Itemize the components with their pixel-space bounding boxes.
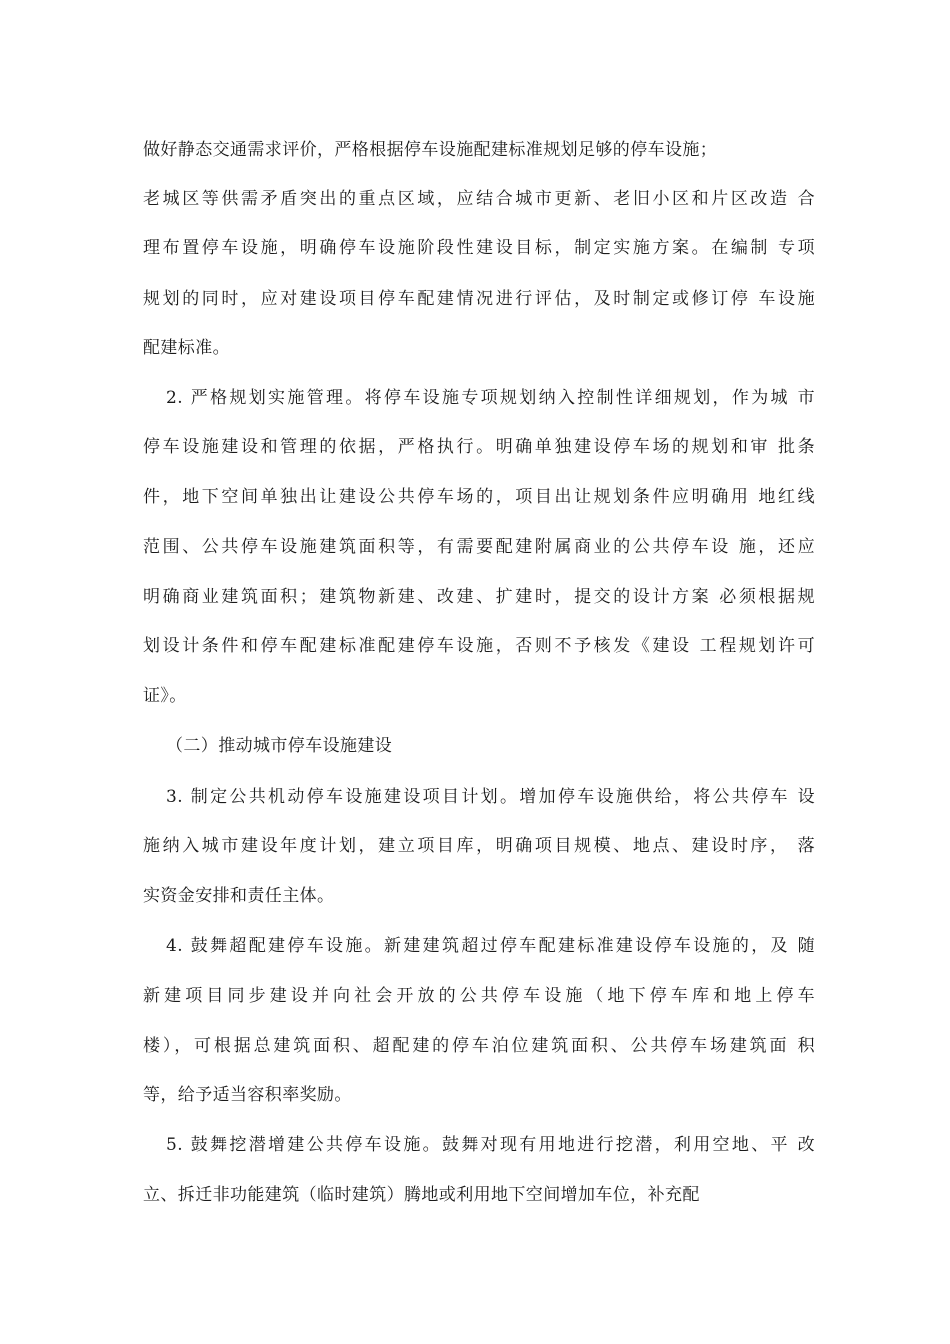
text-line: 施纳入城市建设年度计划，建立项目库，明确项目规模、地点、建设时序， 落 bbox=[143, 836, 815, 856]
text-line: 楼），可根据总建筑面积、超配建的停车泊位建筑面积、公共停车场建筑面 积 bbox=[143, 1036, 815, 1056]
text-line: 5. 鼓舞挖潜增建公共停车设施。鼓舞对现有用地进行挖潜，利用空地、平 改 bbox=[166, 1135, 815, 1155]
text-line: 立、拆迁非功能建筑（临时建筑）腾地或利用地下空间增加车位，补充配 bbox=[143, 1185, 700, 1205]
text-line: 范围、公共停车设施建筑面积等，有需要配建附属商业的公共停车设 施，还应 bbox=[143, 537, 815, 557]
text-line: 4. 鼓舞超配建停车设施。新建建筑超过停车配建标准建设停车设施的，及 随 bbox=[166, 936, 815, 956]
text-line: 2. 严格规划实施管理。将停车设施专项规划纳入控制性详细规划，作为城 市 bbox=[166, 388, 815, 408]
text-line: 配建标准。 bbox=[143, 338, 230, 358]
text-line: 等，给予适当容积率奖励。 bbox=[143, 1085, 352, 1105]
text-line: 明确商业建筑面积；建筑物新建、改建、扩建时，提交的设计方案 必须根据规 bbox=[143, 587, 815, 607]
text-line: 实资金安排和责任主体。 bbox=[143, 886, 335, 906]
text-line: 做好静态交通需求评价，严格根据停车设施配建标准规划足够的停车设施； bbox=[143, 140, 718, 160]
text-line: 件，地下空间单独出让建设公共停车场的，项目出让规划条件应明确用 地红线 bbox=[143, 487, 815, 507]
text-line: 证》。 bbox=[143, 686, 187, 706]
text-line: 停车设施建设和管理的依据，严格执行。明确单独建设停车场的规划和审 批条 bbox=[143, 437, 815, 457]
text-line: 规划的同时，应对建设项目停车配建情况进行评估，及时制定或修订停 车设施 bbox=[143, 289, 815, 309]
section-heading: （二）推动城市停车设施建设 bbox=[166, 736, 393, 756]
text-line: 新建项目同步建设并向社会开放的公共停车设施（地下停车库和地上停车 bbox=[143, 986, 815, 1006]
text-line: 划设计条件和停车配建标准配建停车设施，否则不予核发《建设 工程规划许可 bbox=[143, 636, 815, 656]
text-line: 老城区等供需矛盾突出的重点区域，应结合城市更新、老旧小区和片区改造 合 bbox=[143, 189, 815, 209]
text-line: 3. 制定公共机动停车设施建设项目计划。增加停车设施供给，将公共停车 设 bbox=[166, 787, 815, 807]
text-line: 理布置停车设施，明确停车设施阶段性建设目标，制定实施方案。在编制 专项 bbox=[143, 238, 815, 258]
